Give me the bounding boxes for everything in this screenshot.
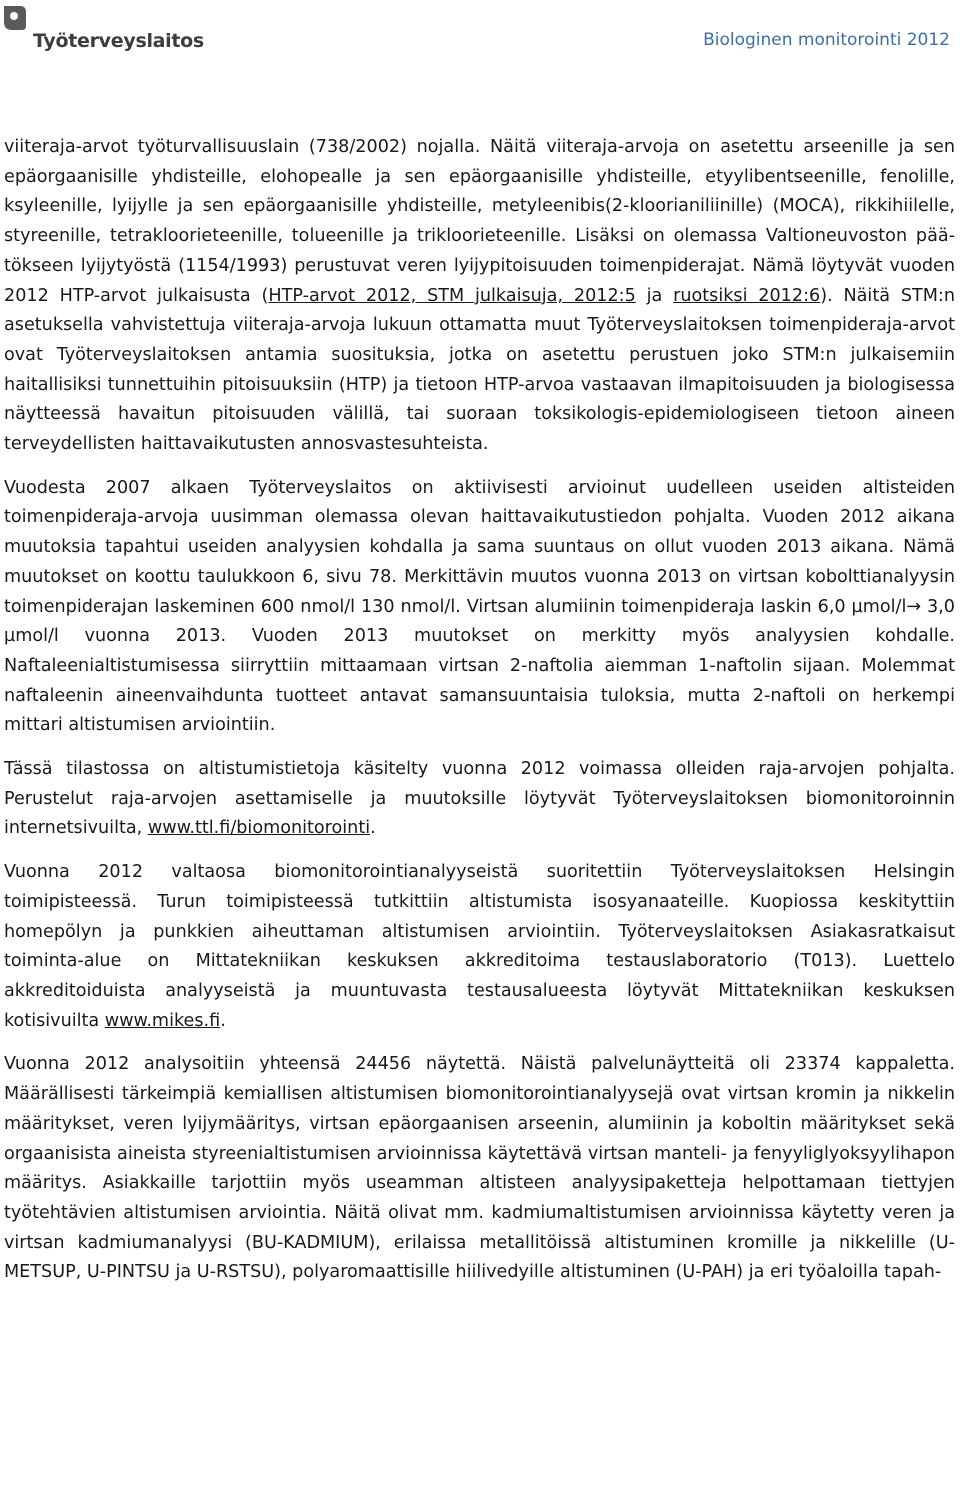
arrow-right-icon: →	[906, 596, 922, 617]
ruotsiksi-link[interactable]: ruotsiksi 2012:6	[673, 285, 821, 306]
paragraph-3: Tässä tilastossa on altistumistietoja käsitelty vuonna 2012 voimassa olleiden raja-arvojen pohjalta. Perustelut raja-arvojen asettamiselle ja muutoksille löytyvät Työterveyslaitoksen biomonitoroinnin internetsivuilta, www.ttl.fi/biomonitorointi.	[4, 759, 955, 839]
biomonitorointi-link[interactable]: www.ttl.fi/biomonitorointi	[147, 818, 371, 839]
paragraph-5: Vuonna 2012 analysoitiin yhteensä 24456 näytettä. Näistä palvelunäytteitä oli 23374 kappaletta. Määrällisesti tärkeimpiä kemiallisen altistumisen biomonitorointianalyysejä ovat virtsan kromin ja nikkelin määritykset, veren lyijymääritys, virtsan epäorgaanisen arseenin, alumiinin ja koboltin määritykset sekä orgaanisista aineista styreenialtistumisen arvioinnissa käytettävä virtsan manteli- ja fenyyliglyoksyylihapon määritys. Asiakkaille tarjottiin myös useamman altisteen analyysipaketteja helpottamaan tiettyjen työtehtävien altistumisen arviointia. Näitä olivat mm. kadmiumaltistumisen arvioinnissa käytetty veren ja virtsan kadmiumanalyysi (BU-KADMIUM), erilaissa metallitöissä altistuminen kromille ja nikkelille (U-METSUP, U-PINTSU ja U-RSTSU), polyaromaattisille hiilivedyille altistuminen (U-PAH) ja eri työaloilla tapah-	[4, 1054, 955, 1283]
page-header	[0, 0, 960, 80]
paragraph-4: Vuonna 2012 valtaosa biomonitorointianalyyseistä suoritettiin Työterveyslaitoksen Helsingin toimipisteessä. Turun toimipisteessä tutkittiin altistumista isosyanaateille. Kuopiossa keskityttiin homepölyn ja punkkien aiheuttaman altistumisen arviointiin. Työterveyslaitoksen Asiakasratkaisut toiminta-alue on Mittatekniikan keskuksen akkreditoima testauslaboratorio (T013). Luettelo akkreditoiduista analyyseistä ja muuntuvasta testausalueesta löytyvät Mittatekniikan keskuksen kotisivuilta www.mikes.fi.	[4, 862, 955, 1031]
logo-text: Työterveyslaitos	[33, 30, 204, 52]
mikes-link[interactable]: www.mikes.fi	[104, 1010, 221, 1031]
paragraph-1: viiteraja-arvot työturvallisuuslain (738/2002) nojalla. Näitä viiteraja-arvoja on asetettu arseenille ja sen epäorgaanisille yhdisteille, elohopealle ja sen epäorgaanisille yhdisteille, etyylibentseenille, fenolille, ksyleenille, lyijylle ja sen epäorgaanisille yhdisteille, metyleenibis(2-kloorianiliinille) (MOCA), rikkihiilelle, styreenille, tetrakloorieteenille, tolueenille ja trikloorieteenille. Lisäksi on olemassa Valtioneuvoston päätökseen lyijytyöstä (1154/1993) perustuvat veren lyijypitoisuuden toimenpiderajat. Nämä löytyvät vuoden 2012 HTP-arvot julkaisusta (HTP-arvot 2012, STM julkaisuja, 2012:5 ja ruotsiksi 2012:6). Näitä STM:n asetuksella vahvistettuja viiteraja-arvoja lukuun ottamatta muut Työterveyslaitoksen toimenpideraja-arvot ovat Työterveyslaitoksen antamia suosituksia, jotka on asetettu perustuen joko STM:n julkaisemiin haitallisiksi tunnettuihin pitoisuuksiin (HTP) ja tietoon HTP-arvoa vastaavan ilmapitoisuuden ja biologisessa näytteessä havaitun pitoisuuden välillä, tai suoraan toksikologis-epidemiologiseen tietoon aineen terveydellisten haittavaikutusten annosvastesuhteista.	[4, 137, 956, 455]
header-title: Biologinen monitorointi 2012	[703, 30, 950, 50]
document-body	[4, 133, 955, 1302]
htp-arvot-link[interactable]: HTP-arvot 2012, STM julkaisuja, 2012:5	[268, 285, 636, 306]
paragraph-2: Vuodesta 2007 alkaen Työterveyslaitos on aktiivisesti arvioinut uudelleen useiden altisteiden toimenpideraja-arvoja uusimman olemassa olevan haittavaikutustiedon pohjalta. Vuoden 2012 aikana muutoksia tapahtui useiden analyysien kohdalla ja sama suuntaus on ollut vuoden 2013 aikana. Nämä muutokset on koottu taulukkoon 6, sivu 78. Merkittävin muutos vuonna 2013 on virtsan kobolttianalyysin toimenpiderajan laskeminen 600 nmol/l 130 nmol/l. Virtsan alumiinin toimenpideraja laskin 6,0 µmol/l→ 3,0 µmol/l vuonna 2013. Vuoden 2013 muutokset on merkitty myös analyysien kohdalle. Naftaleenialtistumisessa siirryttiin mittaamaan virtsan 2-naftolia aiemman 1-naftolin sijaan. Molemmat naftaleenin aineenvaihdunta tuotteet antavat samansuuntaisia tuloksia, mutta 2-naftoli on herkempi mittari altistumisen arviointiin.	[4, 477, 956, 736]
